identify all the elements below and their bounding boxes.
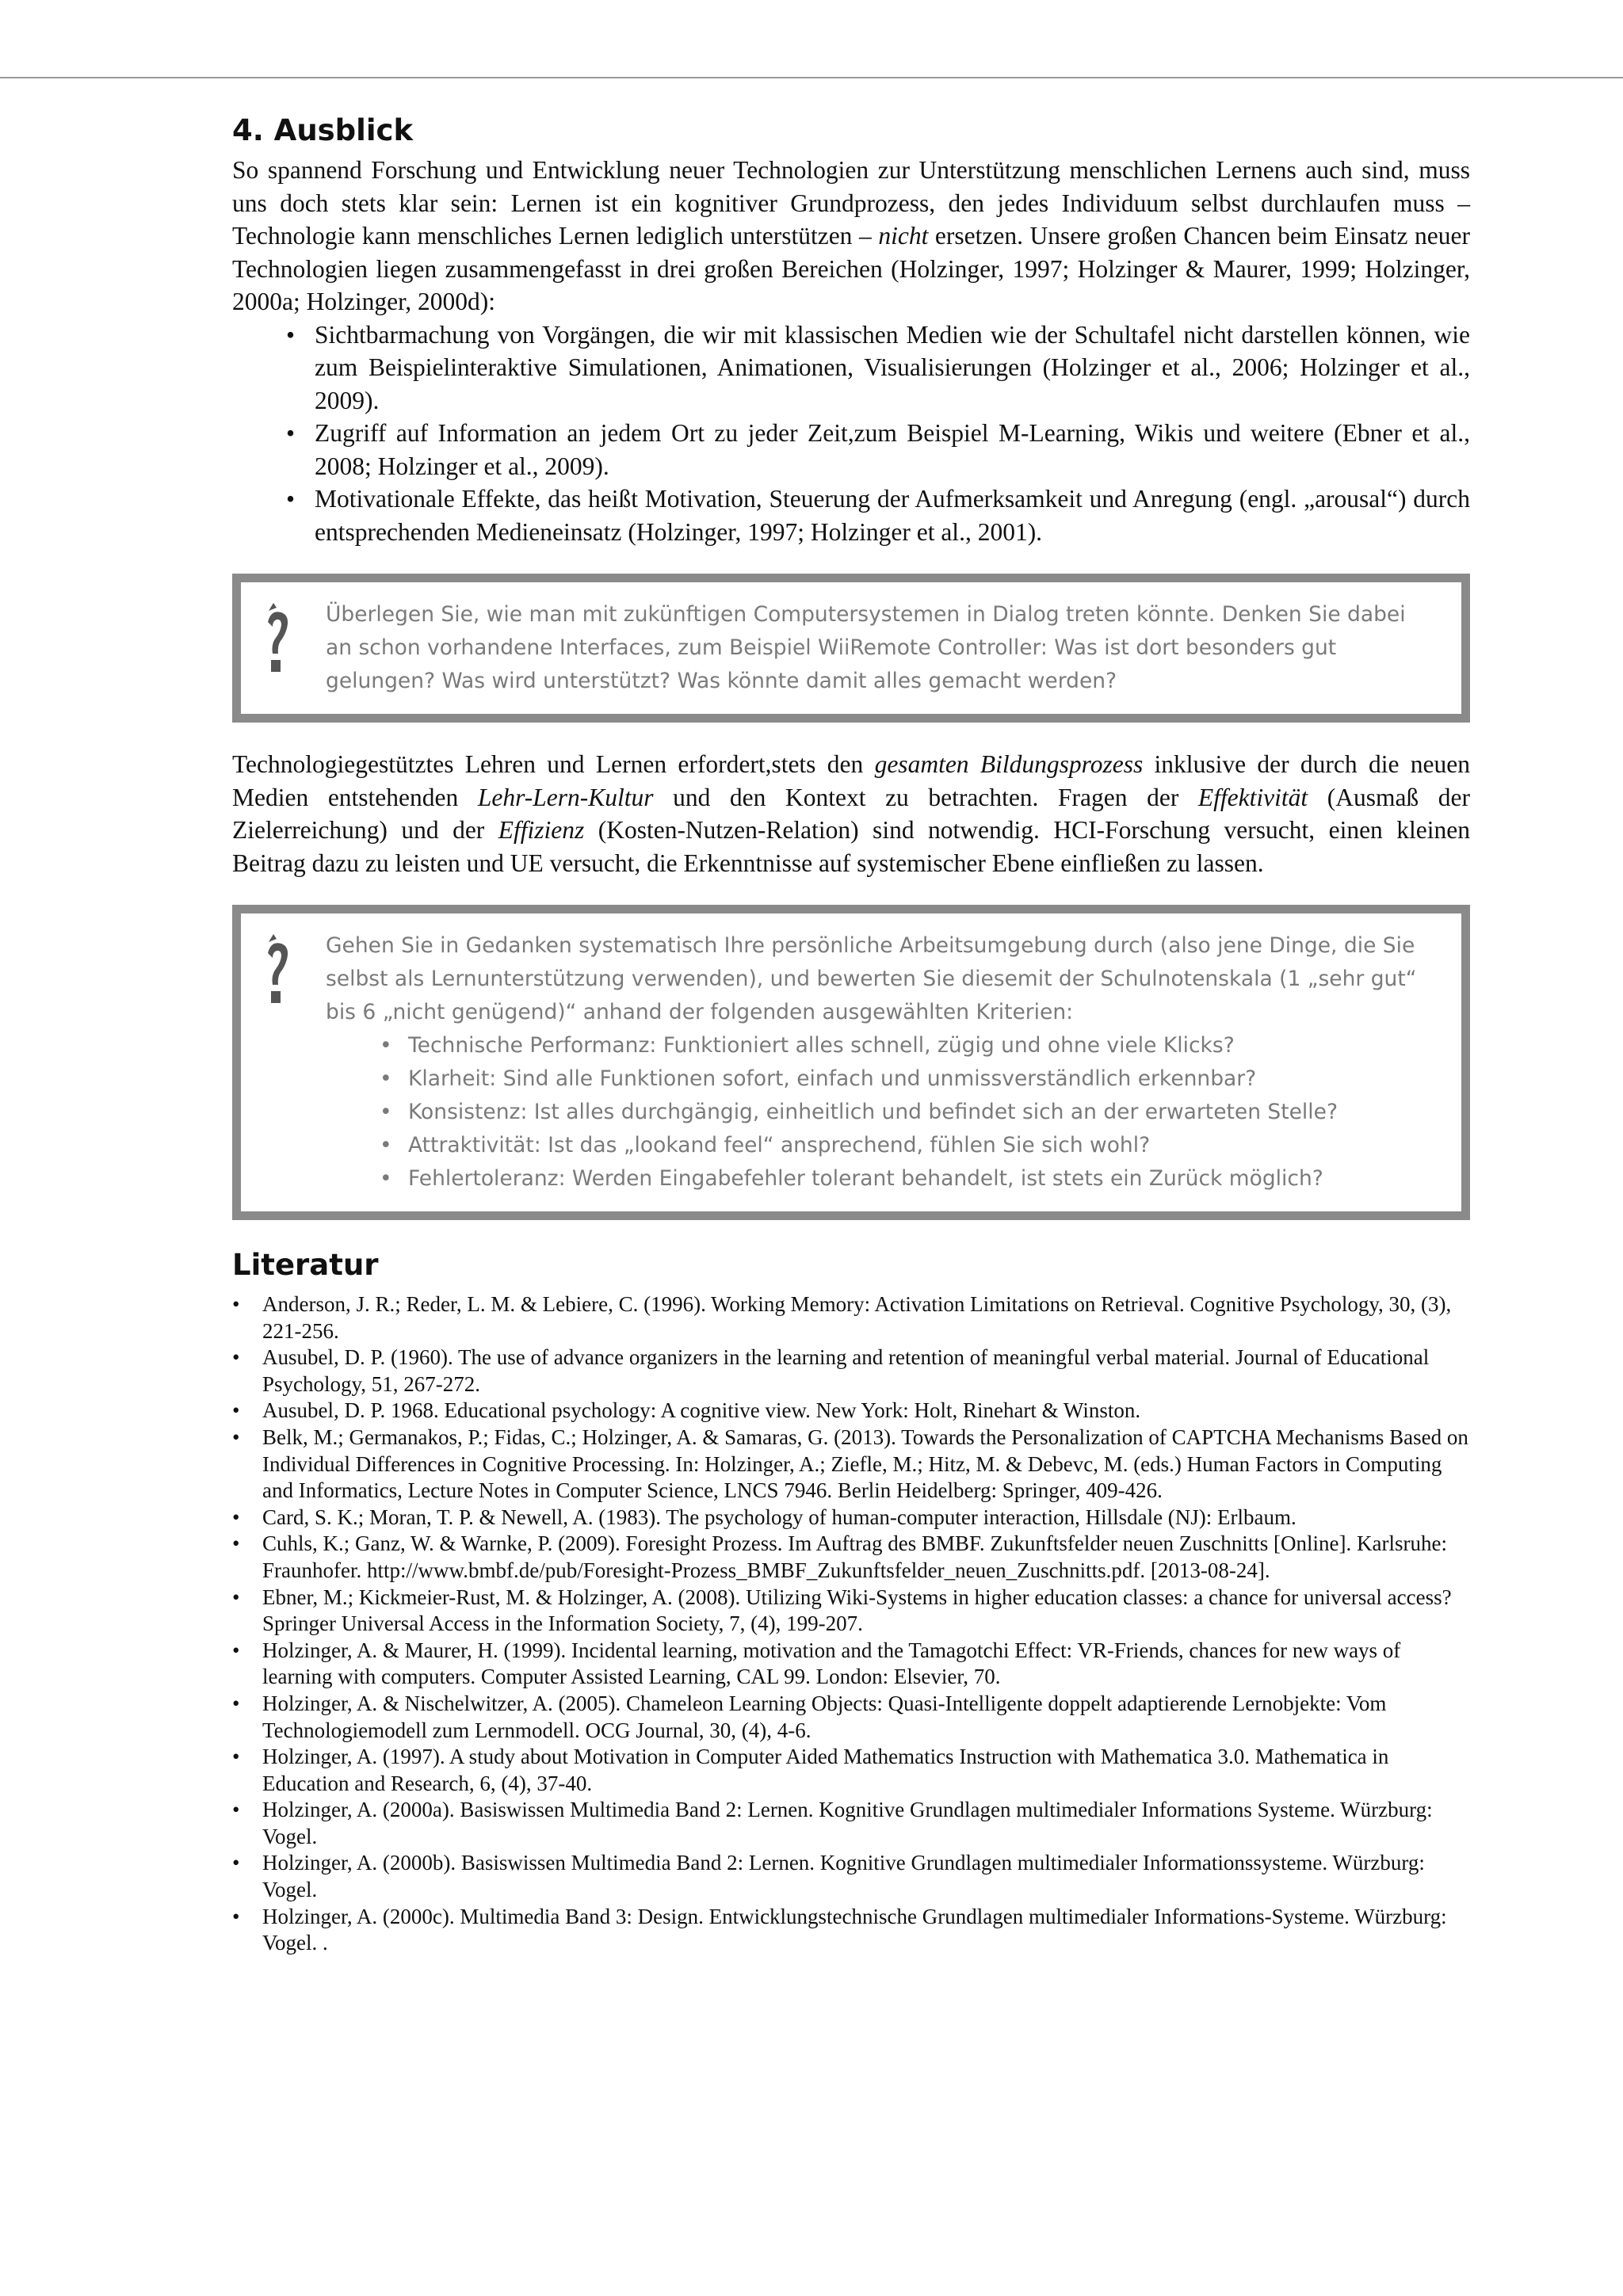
bullet-icon: • bbox=[232, 1691, 240, 1715]
bullet-icon: • bbox=[232, 1505, 240, 1529]
list-item: • Holzinger, A. (2000c). Multimedia Band 3: Design. Entwicklungstechnische Grundlagen multimedialer Informations-Systeme. Würzburg: Vogel. . bbox=[232, 1904, 1447, 1955]
emphasis-text: nicht bbox=[878, 222, 929, 250]
bullet-icon: • bbox=[232, 1798, 240, 1822]
task-box-2 bbox=[232, 905, 1470, 1220]
bullet-icon: • bbox=[232, 1585, 240, 1609]
bullet-icon: • bbox=[286, 320, 296, 349]
bullet-icon: • bbox=[380, 1100, 392, 1124]
question-mark-icon bbox=[262, 601, 293, 681]
bullet-icon: • bbox=[232, 1904, 240, 1928]
list-item: • Konsistenz: Ist alles durchgängig, einheitlich und befindet sich an der erwarteten Stelle? bbox=[408, 1096, 1438, 1129]
bullet-icon: • bbox=[232, 1851, 240, 1875]
text-run: (Kosten-Nutzen-Relation) sind notwendig. HCI-Forschung versucht, einen kleinen Beitrag dazu zu leisten und UE versucht, die Erkenntnisse auf systemischer Ebene einfließen zu lassen. bbox=[232, 816, 1470, 877]
list-item: • Zugriff auf Information an jedem Ort zu jeder Zeit,zum Beispiel M-Learning, Wikis und weitere (Ebner et al., 2008; Holzinger et al., 2009). bbox=[315, 417, 1470, 482]
list-item: • Sichtbarmachung von Vorgängen, die wir mit klassischen Medien wie der Schultafel nicht darstellen können, wie zum Beispielinteraktive Simulationen, Animationen, Visualisierungen (Holzinger et al., 2006; Holzinger et al., 2009). bbox=[315, 318, 1470, 418]
bullet-icon: • bbox=[232, 1345, 240, 1370]
list-item: • Holzinger, A. & Maurer, H. (1999). Incidental learning, motivation and the Tamagotchi Effect: VR-Friends, chances for new ways of learning with computers. Computer Assisted Learning, CAL 99. London: Elsevier, 70. bbox=[232, 1638, 1401, 1689]
text-run: (Ausmaß der Zielerreichung) und der bbox=[232, 783, 1470, 844]
emphasis-text: Lehr-Lern-Kultur bbox=[477, 783, 654, 811]
bullet-icon: • bbox=[380, 1133, 392, 1158]
reference-list bbox=[232, 1291, 1470, 1957]
list-item: • Holzinger, A. (2000b). Basiswissen Multimedia Band 2: Lernen. Kognitive Grundlagen multimedialer Informationssysteme. Würzburg: Vogel. bbox=[232, 1851, 1425, 1902]
text-run: So spannend Forschung und Entwicklung neuer Technologien zur Unterstützung menschlichen Lernens auch sind, muss uns doch stets klar sein: Lernen ist ein kognitiver Grundprozess, den jedes Individuum selbst durchlaufen muss – Technologie kann menschliches Lernen lediglich unterstützen – bbox=[232, 156, 1470, 250]
bullet-icon: • bbox=[232, 1398, 240, 1423]
middle-paragraph bbox=[232, 748, 1470, 879]
list-item: • Cuhls, K.; Ganz, W. & Warnke, P. (2009). Foresight Prozess. Im Auftrag des BMBF. Zukunftsfelder neuen Zuschnitts [Online]. Karlsruhe: Fraunhofer. http://www.bmbf.de/pub/Foresight-Prozess_BMBF_Zukunftsfelder_neuen_Zuschnitts.pdf. [2013-08-24]. bbox=[232, 1531, 1447, 1582]
list-item: • Attraktivität: Ist das „lookand feel“ ansprechend, fühlen Sie sich wohl? bbox=[408, 1129, 1438, 1162]
task-box-1 bbox=[232, 574, 1470, 723]
bullet-icon: • bbox=[286, 485, 296, 513]
bullet-icon: • bbox=[380, 1033, 392, 1058]
criteria-list bbox=[326, 1029, 1438, 1196]
list-item: • Holzinger, A. (1997). A study about Motivation in Computer Aided Mathematics Instruction with Mathematica 3.0. Mathematica in Education and Research, 6, (4), 37-40. bbox=[232, 1745, 1389, 1795]
bullet-icon: • bbox=[380, 1066, 392, 1091]
list-item: • Belk, M.; Germanakos, P.; Fidas, C.; Holzinger, A. & Samaras, G. (2013). Towards the Personalization of CAPTCHA Mechanisms Based on Individual Differences in Cognitive Processing. In: Holzinger, A.; Ziefle, M.; Hitz, M. & Debevc, M. (eds.) Human Factors in Computing and Informatics, Lecture Notes in Computer Science, LNCS 7946. Berlin Heidelberg: Springer, 409-426. bbox=[232, 1425, 1468, 1503]
bullet-icon: • bbox=[232, 1292, 240, 1316]
list-item: • Card, S. K.; Moran, T. P. & Newell, A. (1983). The psychology of human-computer interaction, Hillsdale (NJ): Erlbaum. bbox=[262, 1505, 1470, 1531]
text-run: Technologiegestütztes Lehren und Lernen erfordert,stets den bbox=[232, 750, 875, 778]
emphasis-text: gesamten Bildungsprozess bbox=[874, 750, 1144, 778]
list-item: • Anderson, J. R.; Reder, L. M. & Lebiere, C. (1996). Working Memory: Activation Limitations on Retrieval. Cognitive Psychology, 30, (3), 221-256. bbox=[232, 1292, 1452, 1343]
intro-paragraph bbox=[232, 154, 1470, 318]
text-run: und den Kontext zu betrachten. Fragen der bbox=[653, 783, 1198, 811]
list-item: • Technische Performanz: Funktioniert alles schnell, zügig und ohne viele Klicks? bbox=[408, 1029, 1438, 1062]
list-item: • Ausubel, D. P. (1960). The use of advance organizers in the learning and retention of meaningful verbal material. Journal of Educational Psychology, 51, 267-272. bbox=[232, 1345, 1430, 1396]
list-item: • Ausubel, D. P. 1968. Educational psychology: A cognitive view. New York: Holt, Rinehart & Winston. bbox=[262, 1398, 1470, 1425]
emphasis-text: Effizienz bbox=[498, 816, 585, 844]
bullet-icon: • bbox=[232, 1425, 240, 1449]
literature-heading: Literatur bbox=[232, 1248, 379, 1282]
bullet-icon: • bbox=[232, 1531, 240, 1556]
bullet-icon: • bbox=[380, 1166, 392, 1191]
list-item: • Holzinger, A. & Nischelwitzer, A. (2005). Chameleon Learning Objects: Quasi-Intelligente doppelt adaptierende Lernobjekte: Vom Technologiemodell zum Lernmodell. OCG Journal, 30, (4), 4-6. bbox=[232, 1691, 1387, 1742]
page-content bbox=[232, 111, 1470, 1957]
list-item: • Ebner, M.; Kickmeier-Rust, M. & Holzinger, A. (2008). Utilizing Wiki-Systems in higher education classes: a chance for universal access? Springer Universal Access in the Information Society, 7, (4), 199-207. bbox=[232, 1585, 1452, 1636]
top-rule bbox=[0, 77, 1623, 78]
bullet-icon: • bbox=[232, 1745, 240, 1769]
section-heading: 4. Ausblick bbox=[232, 113, 414, 147]
list-item: • Klarheit: Sind alle Funktionen sofort, einfach und unmissverständlich erkennbar? bbox=[408, 1062, 1438, 1096]
task-text: Gehen Sie in Gedanken systematisch Ihre persönliche Arbeitsumgebung durch (also jene Dinge, die Sie selbst als Lernunterstützung verwenden), und bewerten Sie diesemit der Schulnotenskala (1 „sehr gut“ bis 6 „nicht genügend)“ anhand der folgenden ausgewählten Kriterien: bbox=[326, 933, 1417, 1024]
bullet-icon: • bbox=[286, 419, 296, 447]
task-text: Überlegen Sie, wie man mit zukünftigen Computersystemen in Dialog treten könnte. Denken Sie dabei an schon vorhandene Interfaces, zum Beispiel WiiRemote Controller: Was ist dort besonders gut gelungen? Was wird unterstützt? Was könnte damit alles gemacht werden? bbox=[326, 602, 1406, 693]
text-run: ersetzen. Unsere großen Chancen beim Einsatz neuer Technologien liegen zusammengefasst in drei großen Bereichen (Holzinger, 1997; Holzinger & Maurer, 1999; Holzinger, 2000a; Holzinger, 2000d): bbox=[232, 222, 1470, 315]
chances-list bbox=[232, 318, 1470, 549]
text-run: inklusive der durch die neuen Medien entstehenden bbox=[232, 750, 1470, 811]
bullet-icon: • bbox=[232, 1638, 240, 1662]
list-item: • Motivationale Effekte, das heißt Motivation, Steuerung der Aufmerksamkeit und Anregung (engl. „arousal“) durch entsprechenden Medieneinsatz (Holzinger, 1997; Holzinger et al., 2001). bbox=[315, 482, 1470, 548]
emphasis-text: Effektivität bbox=[1197, 783, 1308, 811]
list-item: • Fehlertoleranz: Werden Eingabefehler tolerant behandelt, ist stets ein Zurück möglich? bbox=[408, 1162, 1438, 1196]
question-mark-icon bbox=[262, 933, 293, 1012]
list-item: • Holzinger, A. (2000a). Basiswissen Multimedia Band 2: Lernen. Kognitive Grundlagen multimedialer Informations Systeme. Würzburg: Vogel. bbox=[232, 1798, 1433, 1848]
